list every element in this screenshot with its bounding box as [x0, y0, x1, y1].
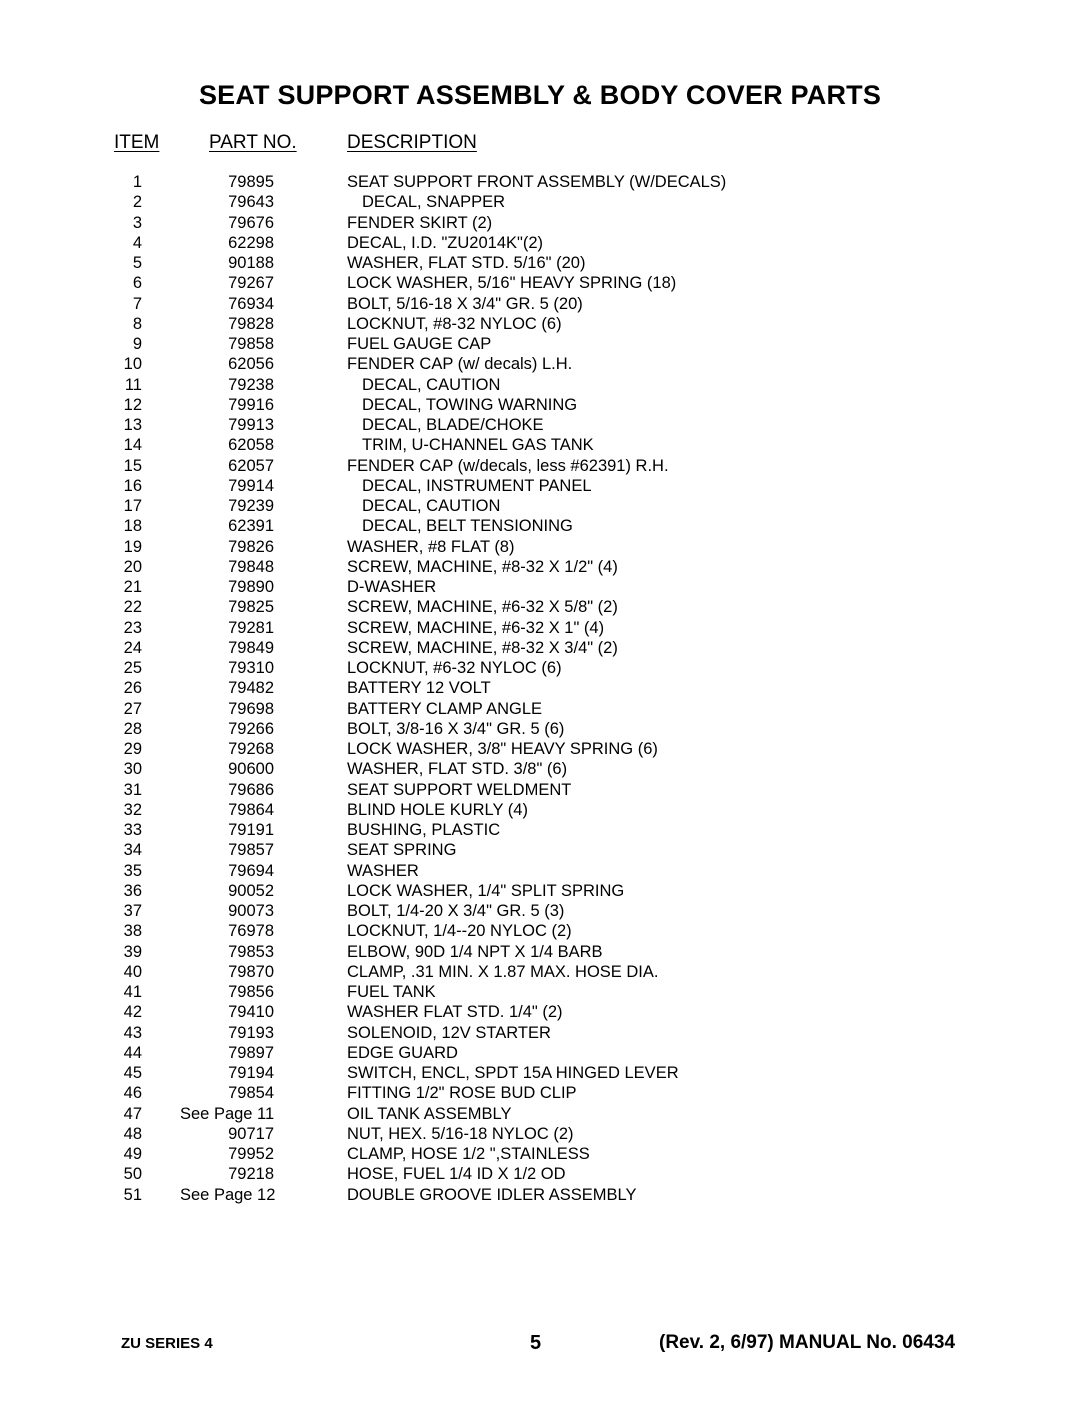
part-number: See Page 11	[180, 1104, 275, 1123]
item-number: 34	[123, 841, 142, 860]
table-row	[0, 395, 1080, 415]
item-number: 5	[132, 254, 142, 272]
table-row	[0, 233, 1080, 253]
part-description: SEAT SPRING	[347, 841, 457, 860]
part-description: ELBOW, 90D 1/4 NPT X 1/4 BARB	[347, 942, 603, 961]
part-description: BOLT, 5/16-18 X 3/4" GR. 5 (20)	[347, 294, 583, 313]
part-description: FITTING 1/2" ROSE BUD CLIP	[347, 1084, 577, 1103]
part-number: 79686	[228, 780, 274, 799]
part-number: 79897	[228, 1043, 274, 1062]
part-number: 79853	[228, 942, 274, 961]
table-row	[0, 273, 1080, 293]
item-number: 45	[123, 1064, 142, 1082]
part-description: DOUBLE GROOVE IDLER ASSEMBLY	[347, 1185, 637, 1204]
part-number: 90073	[228, 902, 274, 920]
item-number: 24	[123, 638, 142, 657]
table-row	[0, 557, 1080, 577]
part-description: LOCKNUT, #6-32 NYLOC (6)	[347, 659, 562, 677]
item-number: 11	[124, 375, 142, 394]
part-description: SCREW, MACHINE, #6-32 X 1" (4)	[347, 618, 605, 637]
item-number: 17	[123, 497, 142, 515]
part-description: DECAL, SNAPPER	[362, 193, 506, 212]
part-description: DECAL, I.D. "ZU2014K"(2)	[347, 233, 544, 252]
item-number: 18	[123, 517, 142, 536]
item-number: 42	[123, 1003, 142, 1022]
item-number: 9	[132, 335, 142, 353]
part-number: 62057	[228, 456, 274, 475]
part-description: SWITCH, ENCL, SPDT 15A HINGED LEVER	[347, 1064, 679, 1082]
part-description: BOLT, 3/8-16 X 3/4" GR. 5 (6)	[347, 719, 565, 738]
item-number: 43	[123, 1023, 142, 1042]
item-number: 41	[123, 983, 142, 1001]
table-row	[0, 496, 1080, 516]
table-row	[0, 759, 1080, 779]
item-number: 14	[123, 436, 142, 455]
table-row	[0, 719, 1080, 739]
part-description: DECAL, CAUTION	[362, 497, 501, 515]
item-number: 44	[123, 1043, 142, 1062]
part-description: DECAL, BELT TENSIONING	[362, 517, 573, 536]
part-number: 79191	[228, 821, 274, 839]
table-row	[0, 253, 1080, 273]
item-number: 12	[123, 395, 142, 414]
part-description: DECAL, INSTRUMENT PANEL	[362, 476, 592, 495]
column-header-item: ITEM	[114, 132, 160, 153]
table-row	[0, 1063, 1080, 1083]
item-number: 26	[123, 679, 142, 698]
part-number: 90188	[228, 254, 274, 272]
item-number: 39	[123, 942, 142, 961]
item-number: 3	[132, 213, 142, 232]
parts-table	[0, 172, 1080, 1205]
item-number: 51	[123, 1185, 142, 1204]
part-description: CLAMP, .31 MIN. X 1.87 MAX. HOSE DIA.	[347, 962, 659, 981]
table-row	[0, 1023, 1080, 1043]
item-number: 6	[132, 274, 142, 293]
part-description: BUSHING, PLASTIC	[347, 821, 501, 839]
part-description: BATTERY 12 VOLT	[347, 679, 491, 698]
table-row	[0, 1083, 1080, 1103]
part-number: 79828	[228, 314, 274, 333]
item-number: 2	[132, 193, 142, 212]
footer-series: ZU SERIES 4	[121, 1335, 213, 1352]
item-number: 10	[123, 355, 142, 374]
part-number: 79914	[228, 476, 274, 495]
part-description: LOCKNUT, #8-32 NYLOC (6)	[347, 314, 562, 333]
part-description: SEAT SUPPORT FRONT ASSEMBLY (W/DECALS)	[347, 173, 727, 191]
item-number: 4	[132, 233, 142, 252]
table-row	[0, 1104, 1080, 1124]
table-row	[0, 314, 1080, 334]
part-number: 62391	[228, 517, 274, 536]
part-number: 79856	[228, 983, 274, 1001]
table-row	[0, 638, 1080, 658]
item-number: 19	[123, 537, 142, 556]
item-number: 33	[123, 821, 142, 839]
table-row	[0, 516, 1080, 536]
item-number: 40	[123, 962, 142, 981]
part-number: 79870	[228, 962, 274, 981]
item-number: 36	[123, 881, 142, 900]
part-number: 79825	[228, 598, 274, 617]
table-row	[0, 435, 1080, 455]
table-row	[0, 294, 1080, 314]
table-row	[0, 213, 1080, 233]
part-description: FENDER SKIRT (2)	[347, 213, 493, 232]
item-number: 7	[132, 294, 142, 313]
part-description: LOCK WASHER, 3/8" HEAVY SPRING (6)	[347, 740, 658, 758]
part-number: 79849	[228, 638, 274, 657]
table-row	[0, 982, 1080, 1002]
item-number: 20	[123, 557, 142, 576]
part-number: 79676	[228, 213, 274, 232]
part-number: 79218	[228, 1165, 274, 1184]
part-description: DECAL, TOWING WARNING	[362, 395, 578, 414]
part-description: EDGE GUARD	[347, 1043, 458, 1062]
part-number: 79913	[228, 416, 274, 434]
part-number: 62056	[228, 355, 274, 374]
item-number: 22	[123, 598, 142, 617]
table-row	[0, 476, 1080, 496]
table-row	[0, 901, 1080, 921]
item-number: 1	[132, 173, 142, 191]
part-description: CLAMP, HOSE 1/2 ",STAINLESS	[347, 1145, 590, 1163]
part-description: FUEL GAUGE CAP	[347, 335, 492, 353]
table-row	[0, 456, 1080, 476]
part-description: FENDER CAP (w/decals, less #62391) R.H.	[347, 456, 669, 475]
part-number: 79239	[228, 497, 274, 515]
part-number: 62058	[228, 436, 274, 455]
part-number: 79858	[228, 335, 274, 353]
part-description: TRIM, U-CHANNEL GAS TANK	[362, 436, 594, 455]
part-number: 76978	[228, 922, 274, 941]
part-description: SEAT SUPPORT WELDMENT	[347, 780, 572, 799]
item-number: 15	[123, 456, 142, 475]
item-number: 27	[123, 699, 142, 718]
item-number: 21	[123, 578, 142, 596]
part-number: 79864	[228, 800, 274, 819]
column-header-part-no: PART NO.	[209, 132, 297, 153]
part-description: SCREW, MACHINE, #8-32 X 1/2" (4)	[347, 557, 618, 576]
part-number: 90052	[228, 881, 274, 900]
table-row	[0, 658, 1080, 678]
part-description: LOCK WASHER, 5/16" HEAVY SPRING (18)	[347, 274, 677, 293]
footer-manual-revision: (Rev. 2, 6/97) MANUAL No. 06434	[659, 1332, 956, 1353]
part-description: SOLENOID, 12V STARTER	[347, 1023, 551, 1042]
item-number: 35	[123, 861, 142, 880]
part-number: 79890	[228, 578, 274, 596]
part-description: WASHER, FLAT STD. 5/16" (20)	[347, 254, 586, 272]
table-row	[0, 678, 1080, 698]
part-number: 90600	[228, 760, 274, 779]
part-description: SCREW, MACHINE, #6-32 X 5/8" (2)	[347, 598, 618, 617]
part-description: HOSE, FUEL 1/4 ID X 1/2 OD	[347, 1165, 566, 1184]
table-row	[0, 942, 1080, 962]
item-number: 49	[123, 1145, 142, 1163]
item-number: 8	[132, 314, 142, 333]
item-number: 25	[123, 659, 142, 677]
item-number: 48	[123, 1124, 142, 1143]
part-description: SCREW, MACHINE, #8-32 X 3/4" (2)	[347, 638, 618, 657]
part-number: 79848	[228, 557, 274, 576]
part-number: 79854	[228, 1084, 274, 1103]
item-number: 31	[123, 780, 142, 799]
part-number: 79916	[228, 395, 274, 414]
item-number: 23	[123, 618, 142, 637]
part-description: LOCKNUT, 1/4--20 NYLOC (2)	[347, 922, 572, 941]
item-number: 46	[123, 1084, 142, 1103]
part-description: DECAL, CAUTION	[362, 375, 501, 394]
part-description: WASHER FLAT STD. 1/4" (2)	[347, 1003, 563, 1022]
part-number: 76934	[228, 294, 274, 313]
column-header-description: DESCRIPTION	[347, 132, 477, 153]
part-description: FENDER CAP (w/ decals) L.H.	[347, 355, 573, 374]
table-row	[0, 618, 1080, 638]
part-number: 79238	[228, 375, 274, 394]
table-row	[0, 1043, 1080, 1063]
table-row	[0, 415, 1080, 435]
table-row	[0, 820, 1080, 840]
part-description: WASHER, #8 FLAT (8)	[347, 537, 515, 556]
table-row	[0, 800, 1080, 820]
part-number: 62298	[228, 233, 274, 252]
table-row	[0, 739, 1080, 759]
table-row	[0, 962, 1080, 982]
part-number: 79267	[228, 274, 274, 293]
item-number: 16	[123, 476, 142, 495]
table-row	[0, 699, 1080, 719]
part-number: 79952	[228, 1145, 274, 1163]
item-number: 13	[123, 416, 142, 434]
part-description: WASHER	[347, 861, 419, 880]
part-description: LOCK WASHER, 1/4" SPLIT SPRING	[347, 881, 625, 900]
item-number: 29	[123, 740, 142, 758]
part-description: WASHER, FLAT STD. 3/8" (6)	[347, 760, 568, 779]
table-row	[0, 1185, 1080, 1205]
part-description: DECAL, BLADE/CHOKE	[362, 416, 544, 434]
part-description: NUT, HEX. 5/16-18 NYLOC (2)	[347, 1124, 574, 1143]
item-number: 47	[123, 1104, 142, 1123]
table-row	[0, 537, 1080, 557]
part-number: 79310	[228, 659, 274, 677]
part-description: D-WASHER	[347, 578, 437, 596]
part-number: 79266	[228, 719, 274, 738]
part-number: See Page 12	[180, 1185, 276, 1204]
table-row	[0, 172, 1080, 192]
page-title: SEAT SUPPORT ASSEMBLY & BODY COVER PARTS	[198, 80, 882, 110]
table-row	[0, 840, 1080, 860]
part-number: 79643	[228, 193, 274, 212]
part-number: 79268	[228, 740, 274, 758]
table-row	[0, 861, 1080, 881]
part-number: 79281	[228, 618, 274, 637]
part-number: 79194	[228, 1064, 274, 1082]
table-row	[0, 921, 1080, 941]
table-row	[0, 1124, 1080, 1144]
item-number: 37	[123, 902, 142, 920]
table-row	[0, 375, 1080, 395]
part-description: OIL TANK ASSEMBLY	[347, 1104, 512, 1123]
table-row	[0, 780, 1080, 800]
item-number: 38	[123, 922, 142, 941]
part-number: 79694	[228, 861, 274, 880]
part-number: 79857	[228, 841, 274, 860]
item-number: 30	[123, 760, 142, 779]
part-number: 90717	[228, 1124, 274, 1143]
table-row	[0, 192, 1080, 212]
item-number: 32	[123, 800, 142, 819]
part-number: 79193	[228, 1023, 274, 1042]
part-number: 79482	[228, 679, 274, 698]
table-row	[0, 577, 1080, 597]
table-row	[0, 597, 1080, 617]
part-description: FUEL TANK	[347, 983, 436, 1001]
part-number: 79826	[228, 537, 274, 556]
part-number: 79698	[228, 699, 274, 718]
table-row	[0, 881, 1080, 901]
table-row	[0, 1144, 1080, 1164]
table-row	[0, 1002, 1080, 1022]
page-number: 5	[530, 1332, 542, 1354]
part-description: BOLT, 1/4-20 X 3/4" GR. 5 (3)	[347, 902, 565, 920]
part-number: 79410	[228, 1003, 274, 1022]
table-row	[0, 334, 1080, 354]
table-row	[0, 1164, 1080, 1184]
part-number: 79895	[228, 173, 274, 191]
part-description: BATTERY CLAMP ANGLE	[347, 699, 543, 718]
table-row	[0, 354, 1080, 374]
item-number: 50	[123, 1165, 142, 1184]
part-description: BLIND HOLE KURLY (4)	[347, 800, 528, 819]
item-number: 28	[123, 719, 142, 738]
